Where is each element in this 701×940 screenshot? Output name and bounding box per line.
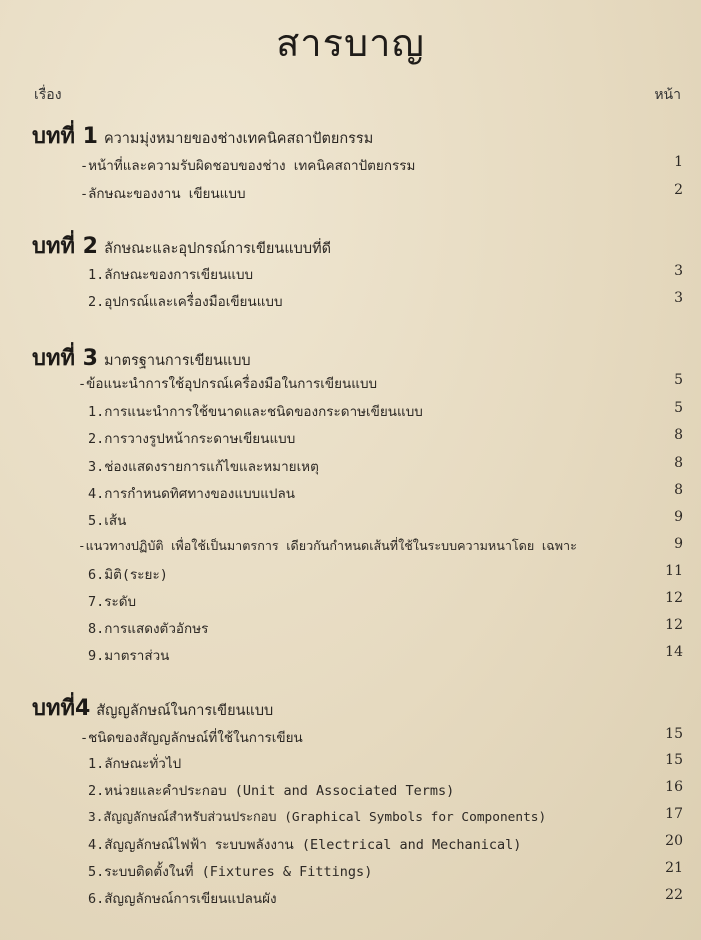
toc-entry-text: 3.สัญญลักษณ์สำหรับส่วนประกอบ (Graphical Symbols for Components): [88, 810, 547, 825]
chapter-number: บทที่ 3: [32, 346, 98, 371]
chapter-title: มาตรฐานการเขียนแบบ: [103, 353, 251, 369]
toc-entry-page: 11: [665, 563, 683, 579]
toc-entry-text: 5.ระบบติดตั้งในที่ (Fixtures & Fittings): [88, 864, 373, 880]
page-title: สารบาญ: [276, 21, 425, 65]
toc-entry-text: 2.อุปกรณ์และเครื่องมือเขียนแบบ: [88, 294, 283, 310]
toc-entry: [0, 154, 701, 176]
toc-entry: [0, 182, 701, 204]
toc-entry-page: 5: [674, 400, 683, 416]
toc-entry: [0, 617, 701, 639]
toc-entry: [0, 482, 701, 504]
toc-entry: [0, 427, 701, 449]
toc-entry-text: -หน้าที่และความรับผิดชอบของช่าง เทคนิคสถาปัตยกรรม: [80, 158, 416, 174]
toc-entry-text: 2.การวางรูปหน้ากระดาษเขียนแบบ: [88, 431, 296, 447]
chapter-heading: [32, 118, 373, 153]
chapter-heading: [32, 340, 251, 375]
toc-entry-text: -ลักษณะของงาน เขียนแบบ: [80, 186, 246, 202]
toc-entry: [0, 290, 701, 312]
toc-entry-page: 22: [665, 887, 683, 903]
toc-entry-text: 8.การแสดงตัวอักษร: [88, 621, 209, 637]
toc-entry-page: 14: [665, 644, 683, 660]
toc-entry-page: 3: [674, 290, 683, 306]
toc-entry: [0, 509, 701, 531]
chapter-heading: [32, 690, 273, 725]
toc-entry-page: 8: [674, 455, 683, 471]
toc-entry: [0, 860, 701, 882]
toc-entry-text: 3.ช่องแสดงรายการแก้ไขและหมายเหตุ: [88, 459, 319, 475]
toc-entry-page: 20: [665, 833, 683, 849]
toc-entry-page: 12: [665, 617, 683, 633]
toc-entry: [0, 644, 701, 666]
toc-entry: [0, 455, 701, 477]
toc-entry-text: 2.หน่วยและคำประกอบ (Unit and Associated Terms): [88, 783, 455, 799]
toc-entry: [0, 833, 701, 855]
toc-entry-page: 5: [674, 372, 683, 388]
toc-entry: [0, 752, 701, 774]
chapter-title: ความมุ่งหมายของช่างเทคนิคสถาปัตยกรรม: [103, 131, 374, 147]
toc-entry-text: 4.การกำหนดทิศทางของแบบแปลน: [88, 486, 295, 502]
toc-entry-text: 7.ระดับ: [88, 594, 137, 610]
toc-entry-text: -ข้อแนะนำการใช้อุปกรณ์เครื่องมือในการเขียนแบบ: [78, 376, 378, 392]
toc-entry: [0, 400, 701, 422]
toc-entry-page: 15: [665, 752, 683, 768]
toc-entry-page: 3: [674, 263, 683, 279]
toc-entry: [0, 726, 701, 748]
toc-entry: [0, 263, 701, 285]
chapter-number: บทที่4: [32, 696, 91, 721]
toc-entry: [0, 536, 701, 558]
chapter-title: ลักษณะและอุปกรณ์การเขียนแบบที่ดี: [103, 241, 332, 257]
chapter-heading: [32, 228, 331, 263]
toc-entry: [0, 590, 701, 612]
toc-entry-text: -แนวทางปฏิบัติ เพื่อใช้เป็นมาตรการ เดียวกันกำหนดเส้นที่ใช้ในระบบความหนาโดย เฉพาะ: [78, 538, 577, 553]
toc-entry: [0, 372, 701, 394]
chapter-title: สัญญลักษณ์ในการเขียนแบบ: [96, 703, 274, 719]
toc-entry-page: 2: [674, 182, 683, 198]
toc-entry-text: 5.เส้น: [88, 513, 127, 529]
toc-entry-page: 15: [665, 726, 683, 742]
toc-entry-page: 17: [665, 806, 683, 822]
toc-entry-text: 1.การแนะนำการใช้ขนาดและชนิดของกระดาษเขียนแบบ: [88, 404, 423, 420]
toc-entry-page: 9: [674, 509, 683, 525]
toc-entry-page: 8: [674, 482, 683, 498]
toc-entry: [0, 563, 701, 585]
toc-entry-page: 9: [674, 536, 683, 552]
toc-entry-page: 16: [665, 779, 683, 795]
toc-entry: [0, 806, 701, 828]
column-header-topic: เรื่อง: [34, 87, 62, 103]
toc-entry-text: 6.มิติ(ระยะ): [88, 567, 168, 583]
toc-entry: [0, 887, 701, 909]
toc-entry-text: 6.สัญญลักษณ์การเขียนแปลนผัง: [88, 891, 277, 907]
chapter-number: บทที่ 1: [32, 124, 98, 149]
toc-entry-text: 1.ลักษณะของการเขียนแบบ: [88, 267, 254, 283]
chapter-number: บทที่ 2: [32, 234, 98, 259]
toc-entry-text: 1.ลักษณะทั่วไป: [88, 756, 182, 772]
toc-entry-page: 21: [665, 860, 683, 876]
toc-entry-text: 9.มาตราส่วน: [88, 648, 170, 664]
toc-entry-text: 4.สัญญลักษณ์ไฟฟ้า ระบบพลังงาน (Electrical and Mechanical): [88, 837, 522, 853]
toc-entry-text: -ชนิดของสัญญลักษณ์ที่ใช้ในการเขียน: [80, 730, 303, 746]
column-header-page: หน้า: [654, 87, 681, 103]
toc-entry-page: 1: [674, 154, 683, 170]
toc-entry-page: 8: [674, 427, 683, 443]
toc-entry: [0, 779, 701, 801]
toc-entry-page: 12: [665, 590, 683, 606]
